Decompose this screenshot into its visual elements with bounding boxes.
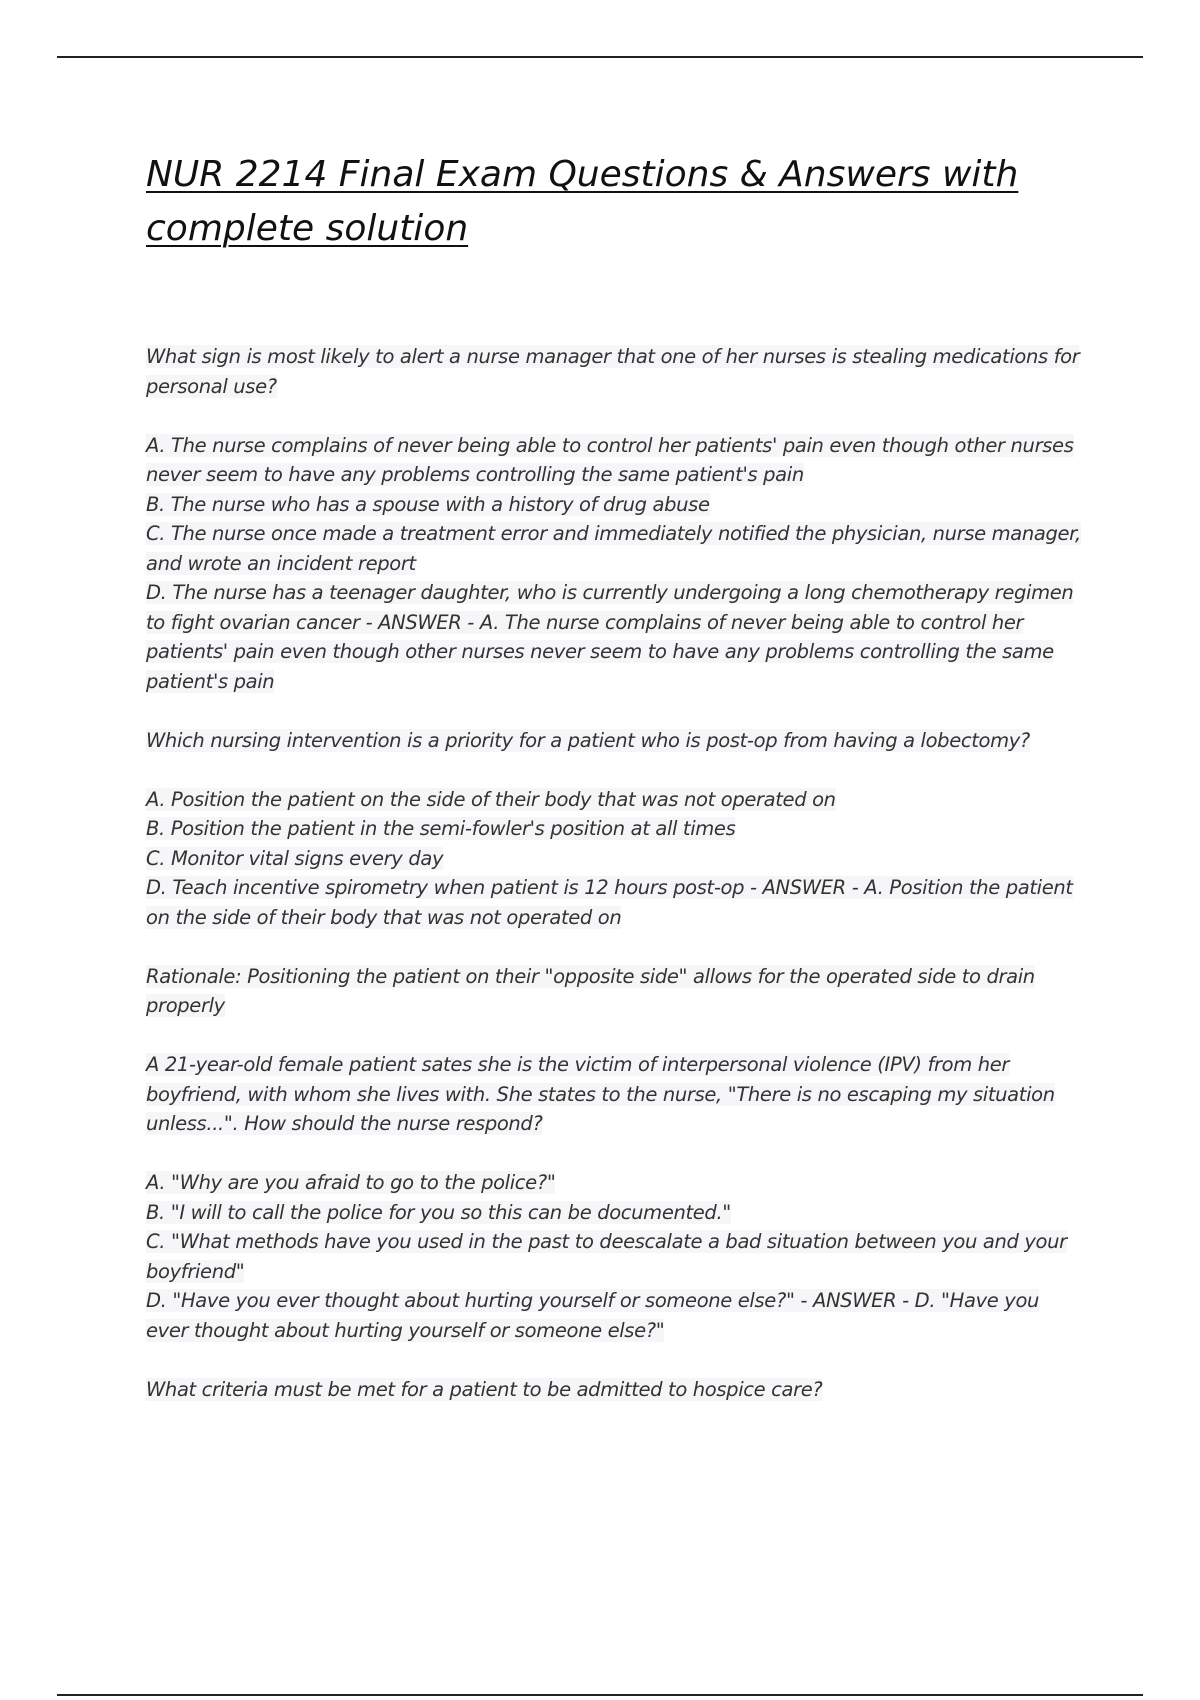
paragraph-4: C. The nurse once made a treatment error and immediately notified the physician, nurse manager, and wrote an incident report xyxy=(146,522,1081,575)
paragraph-10: D. Teach incentive spirometry when patient is 12 hours post-op - ANSWER - A. Position the patient on the side of their body that was not operated on xyxy=(146,876,1073,929)
header-rule xyxy=(57,56,1143,58)
paragraph-6: Which nursing intervention is a priority for a patient who is post-op from having a lobectomy? xyxy=(146,728,1030,752)
paragraph-1: What sign is most likely to alert a nurse manager that one of her nurses is stealing medications for personal use? xyxy=(146,345,1080,398)
paragraph-16: D. "Have you ever thought about hurting yourself or someone else?" - ANSWER - D. "Have you ever thought about hurting yourself or someone else?" xyxy=(146,1289,1040,1342)
paragraph-2: A. The nurse complains of never being able to control her patients' pain even though other nurses never seem to have any problems controlling the same patient's pain xyxy=(146,433,1074,486)
paragraph-11: Rationale: Positioning the patient on their "opposite side" allows for the operated side to drain properly xyxy=(146,964,1035,1017)
paragraph-17: What criteria must be met for a patient to be admitted to hospice care? xyxy=(146,1377,823,1401)
paragraph-15: C. "What methods have you used in the past to deescalate a bad situation between you and your boyfriend" xyxy=(146,1230,1067,1283)
document-body xyxy=(146,342,1081,1404)
paragraph-3: B. The nurse who has a spouse with a history of drug abuse xyxy=(146,492,710,516)
paragraph-14: B. "I will to call the police for you so this can be documented." xyxy=(146,1200,731,1224)
paragraph-9: C. Monitor vital signs every day xyxy=(146,846,444,870)
paragraph-5: D. The nurse has a teenager daughter, who is currently undergoing a long chemotherapy regimen to fight ovarian cancer - ANSWER - A. The nurse complains of never being able to control her patients' pain even though other nurses never seem to have any problems controlling the same patient's pain xyxy=(146,581,1074,693)
paragraph-13: A. "Why are you afraid to go to the police?" xyxy=(146,1171,556,1194)
footer-rule xyxy=(57,1694,1143,1696)
paragraph-12: A 21-year-old female patient sates she is the victim of interpersonal violence (IPV) from her boyfriend, with whom she lives with. She states to the nurse, "There is no escaping my situation unless...". How should the nurse respond? xyxy=(146,1053,1055,1135)
paragraph-7: A. Position the patient on the side of their body that was not operated on xyxy=(146,787,836,811)
document-title: NUR 2214 Final Exam Questions & Answers with complete solution xyxy=(146,154,1019,249)
paragraph-8: B. Position the patient in the semi-fowler's position at all times xyxy=(146,817,736,840)
